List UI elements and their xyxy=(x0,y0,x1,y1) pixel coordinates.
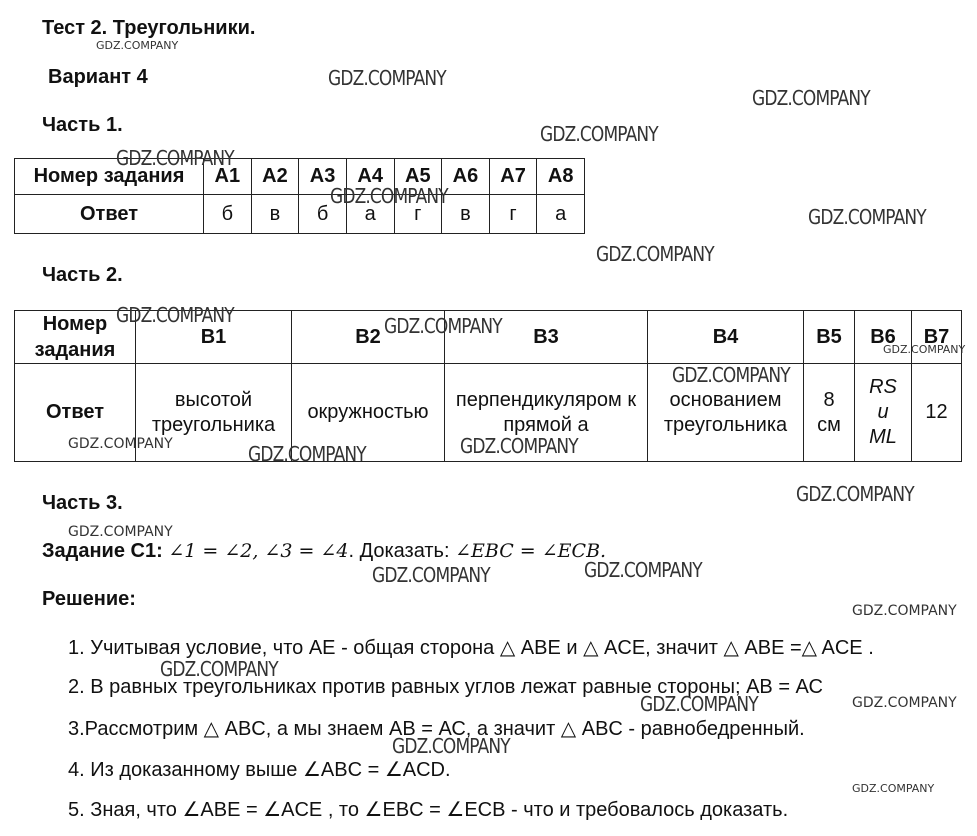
watermark: GDZ.COMPANY xyxy=(752,86,870,110)
solution-step: 1. Учитывая условие, что АЕ - общая сторона △ ABE и △ ACE, значит △ ABE =△ ACE . xyxy=(68,637,874,659)
part2-number-cell: B4 xyxy=(648,311,804,364)
part2-number-cell: B6 xyxy=(855,311,912,364)
part1-answer-cell: б xyxy=(204,195,252,234)
watermark: GDZ.COMPANY xyxy=(852,695,957,711)
part2-answer-cell: высотой треугольника xyxy=(136,364,292,462)
watermark: GDZ.COMPANY xyxy=(116,146,234,170)
watermark: GDZ.COMPANY xyxy=(384,314,502,338)
watermark: GDZ.COMPANY xyxy=(852,782,935,795)
part1-answer-cell: в xyxy=(251,195,299,234)
variant-label: Вариант 4 xyxy=(48,66,148,88)
part1-answer-cell: а xyxy=(537,195,585,234)
watermark: GDZ.COMPANY xyxy=(372,563,490,587)
part1-number-cell: A2 xyxy=(251,159,299,195)
part1-heading: Часть 1. xyxy=(42,114,123,136)
part1-number-cell: A5 xyxy=(394,159,442,195)
watermark: GDZ.COMPANY xyxy=(392,734,510,758)
part1-number-cell: A6 xyxy=(442,159,490,195)
watermark: GDZ.COMPANY xyxy=(328,66,446,90)
part1-number-label: Номер задания xyxy=(15,159,204,195)
part2-answer-cell: 8 см xyxy=(804,364,855,462)
part2-heading: Часть 2. xyxy=(42,264,123,286)
part1-answer-cell: в xyxy=(442,195,490,234)
task-prove-label: . Доказать: xyxy=(348,540,450,562)
part2-answer-cell: 12 xyxy=(912,364,962,462)
part1-number-cell: A4 xyxy=(346,159,394,195)
part2-number-cell: B1 xyxy=(136,311,292,364)
part2-answer-label: Ответ xyxy=(15,364,136,462)
watermark: GDZ.COMPANY xyxy=(68,524,173,540)
watermark: GDZ.COMPANY xyxy=(852,603,957,619)
watermark: GDZ.COMPANY xyxy=(808,205,926,229)
part1-answer-cell: б xyxy=(299,195,347,234)
watermark: GDZ.COMPANY xyxy=(672,363,790,387)
watermark: GDZ.COMPANY xyxy=(796,482,914,506)
solution-step: 3.Рассмотрим △ ABC, а мы знаем АВ = АС, а значит △ ABC - равнобедренный. xyxy=(68,718,805,740)
part1-number-cell: A3 xyxy=(299,159,347,195)
solution-step: 2. В равных треугольниках против равных углов лежат равные стороны; АВ = АС xyxy=(68,676,823,698)
part2-answer-cell: RS и ML xyxy=(855,364,912,462)
solution-label: Решение: xyxy=(42,588,136,610)
part1-answer-cell: а xyxy=(346,195,394,234)
page-title: Тест 2. Треугольники. xyxy=(42,17,256,39)
watermark: GDZ.COMPANY xyxy=(596,242,714,266)
part1-answer-cell: г xyxy=(394,195,442,234)
part3-heading: Часть 3. xyxy=(42,492,123,514)
part2-number-cell: B7 xyxy=(912,311,962,364)
solution-step: 5. Зная, что ∠ABE = ∠ACE , то ∠EBC = ∠ECB - что и требовалось доказать. xyxy=(68,799,789,821)
watermark: GDZ.COMPANY xyxy=(160,657,278,681)
part2-answer-cell: окружностью xyxy=(292,364,445,462)
watermark: GDZ.COMPANY xyxy=(116,303,234,327)
watermark: GDZ.COMPANY xyxy=(96,39,179,52)
part2-answer-cell: перпендикуляром к прямой a xyxy=(445,364,648,462)
part2-number-cell: B2 xyxy=(292,311,445,364)
part1-number-cell: A8 xyxy=(537,159,585,195)
solution-step: 4. Из доказанному выше ∠ABC = ∠ACD. xyxy=(68,759,451,781)
part2-number-cell: B5 xyxy=(804,311,855,364)
part1-answer-label: Ответ xyxy=(15,195,204,234)
watermark: GDZ.COMPANY xyxy=(640,692,758,716)
watermark: GDZ.COMPANY xyxy=(248,442,366,466)
watermark: GDZ.COMPANY xyxy=(883,343,966,356)
task-prove: ∠EBC = ∠ECB. xyxy=(455,540,607,562)
part1-number-cell: A7 xyxy=(489,159,537,195)
watermark: GDZ.COMPANY xyxy=(330,184,448,208)
part2-number-cell: B3 xyxy=(445,311,648,364)
part1-table xyxy=(14,158,585,234)
task-label: Задание С1: xyxy=(42,540,163,562)
watermark: GDZ.COMPANY xyxy=(460,434,578,458)
part2-answer-cell: основанием треугольника xyxy=(648,364,804,462)
watermark: GDZ.COMPANY xyxy=(68,436,173,452)
part2-number-label: Номер задания xyxy=(15,311,136,364)
watermark: GDZ.COMPANY xyxy=(584,558,702,582)
task-condition: ∠1 = ∠2, ∠3 = ∠4 xyxy=(168,540,349,562)
part1-number-cell: A1 xyxy=(204,159,252,195)
part1-answer-cell: г xyxy=(489,195,537,234)
watermark: GDZ.COMPANY xyxy=(540,122,658,146)
task-c1 xyxy=(42,540,606,563)
